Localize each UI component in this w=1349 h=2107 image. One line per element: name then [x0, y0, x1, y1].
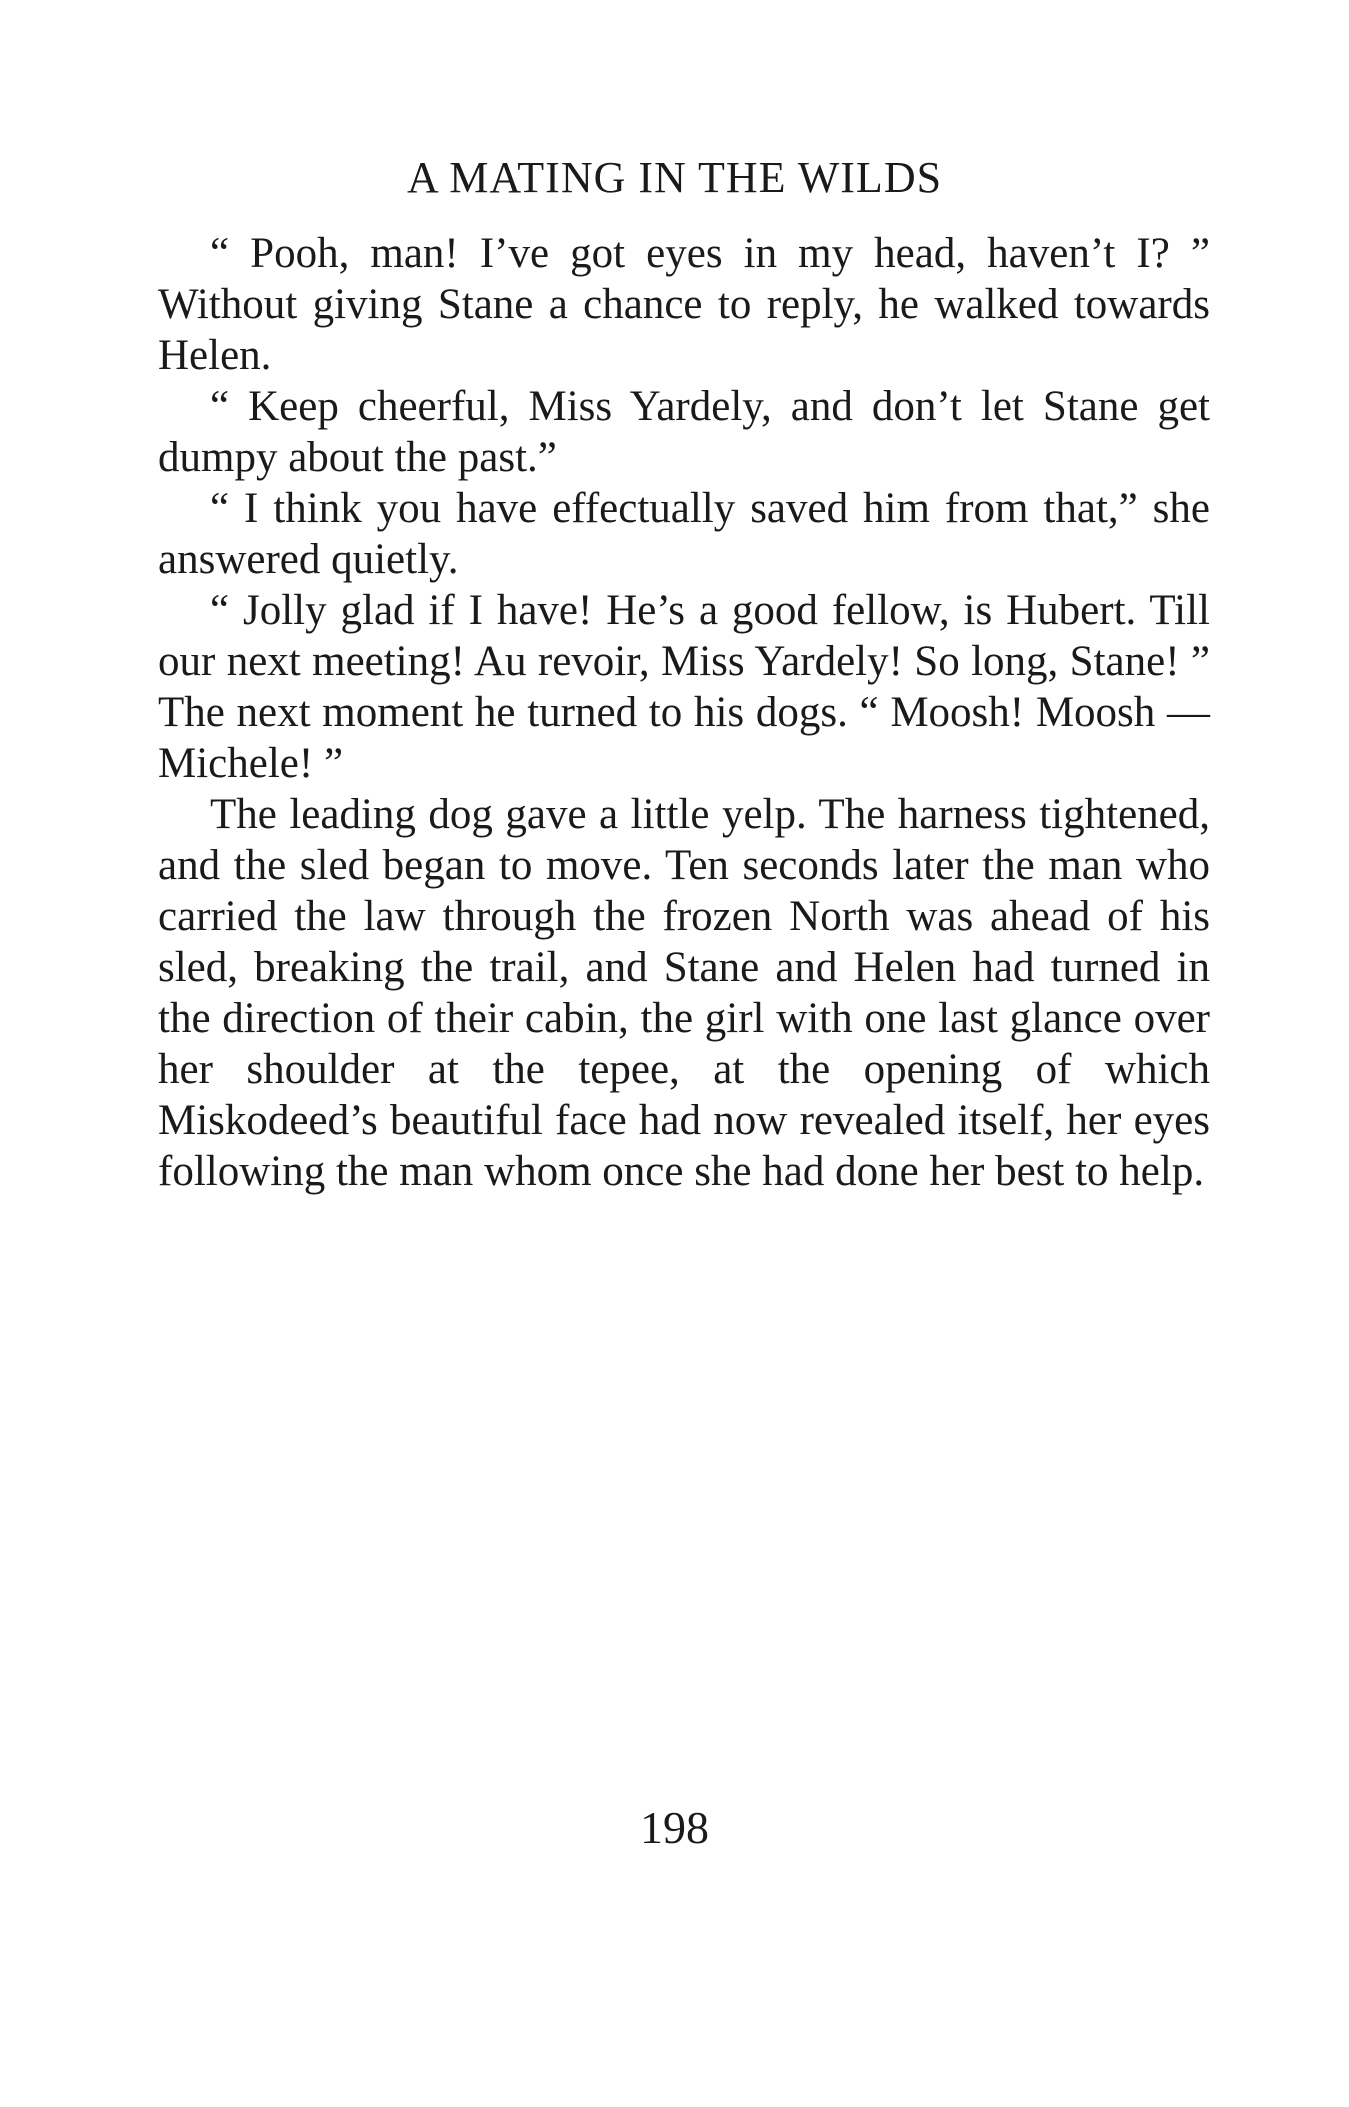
paragraph: “ Keep cheerful, Miss Yardely, and don’t let Stane get dumpy about the past.”: [158, 383, 1210, 481]
paragraph: “ Pooh, man! I’ve got eyes in my head, haven’t I? ” Without giving Stane a chance to reply, he walked towards Helen.: [158, 230, 1210, 379]
page-number: 198: [640, 1802, 709, 1853]
body-text: [158, 228, 1210, 1197]
running-head: A MATING IN THE WILDS: [406, 153, 943, 202]
paragraph: The leading dog gave a little yelp. The harness tightened, and the sled began to move. Ten seconds later the man who carried the law through the frozen North was ahead of his sled, breaking the trail, and Stane and Helen had turned in the direction of their cabin, the girl with one last glance over her shoulder at the tepee, at the opening of which Miskodeed’s beautiful face had now revealed itself, her eyes following the man whom once she had done her best to help.: [158, 791, 1210, 1195]
paragraph: “ Jolly glad if I have! He’s a good fellow, is Hubert. Till our next meeting! Au revoir, Miss Yardely! So long, Stane! ” The next moment he turned to his dogs. “ Moosh! Moosh — Michele! ”: [158, 587, 1210, 787]
paragraph: “ I think you have effectually saved him from that,” she answered quietly.: [158, 485, 1210, 583]
